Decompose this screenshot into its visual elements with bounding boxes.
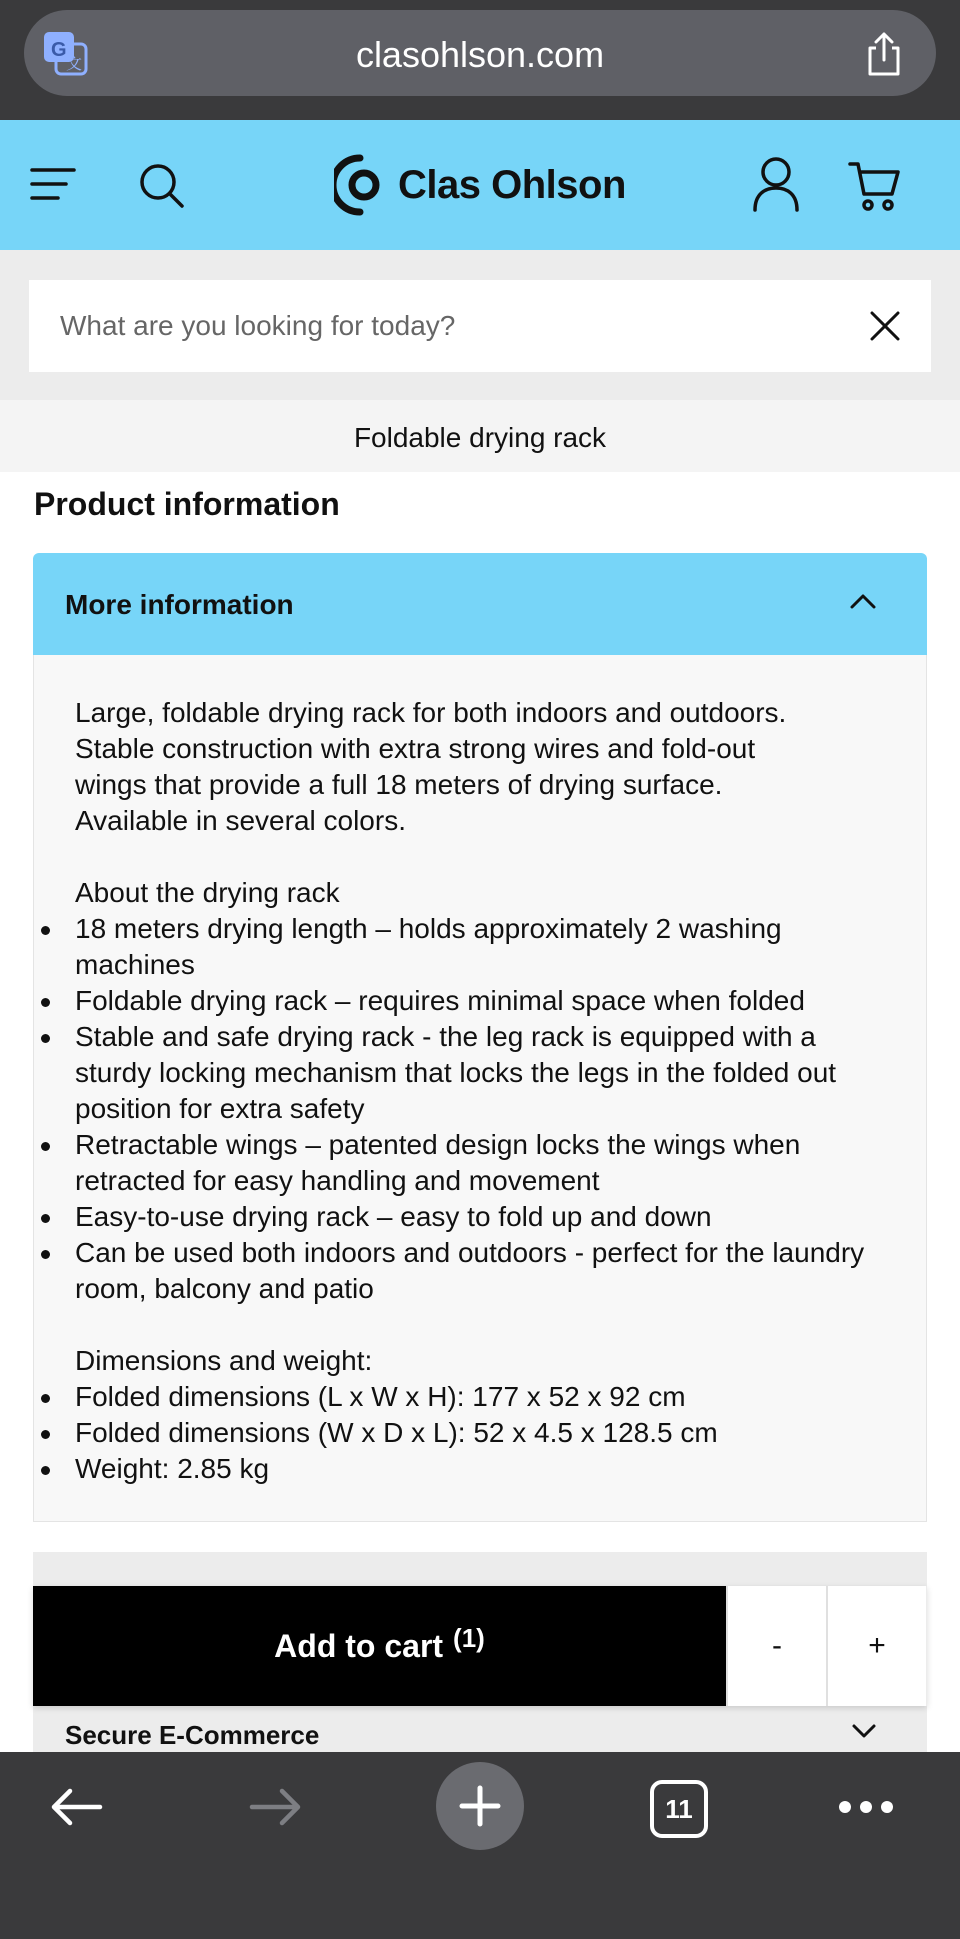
address-bar[interactable] xyxy=(24,10,936,96)
product-information-heading: Product information xyxy=(34,486,340,522)
account-icon[interactable] xyxy=(752,156,800,212)
plus-icon[interactable] xyxy=(436,1762,524,1850)
list-item: Folded dimensions (W x D x L): 52 x 4.5 x 128.5 cm xyxy=(75,1415,895,1451)
intro-line: Large, foldable drying rack for both indoors and outdoors. xyxy=(75,697,787,728)
forward-arrow-icon[interactable] xyxy=(240,1752,312,1862)
list-item: Retractable wings – patented design locks the wings when retracted for easy handling and movement xyxy=(75,1127,895,1199)
brand-name: Clas Ohlson xyxy=(398,162,626,207)
add-to-cart-bar xyxy=(33,1586,927,1706)
list-item: Folded dimensions (L x W x H): 177 x 52 x 92 cm xyxy=(75,1379,895,1415)
decrease-quantity-button[interactable]: - xyxy=(726,1586,826,1706)
browser-url-area xyxy=(0,0,960,120)
dimensions-list xyxy=(75,1379,895,1487)
tabs-count-button[interactable]: 11 xyxy=(650,1780,708,1838)
logo-mark-icon xyxy=(334,154,384,216)
accordion-content xyxy=(33,655,927,1522)
cart-icon[interactable] xyxy=(848,160,900,212)
list-item: Easy-to-use drying rack – easy to fold up and down xyxy=(75,1199,895,1235)
search-placeholder: What are you looking for today? xyxy=(60,310,456,341)
search-input[interactable] xyxy=(29,280,931,372)
chevron-up-icon xyxy=(849,591,877,611)
more-icon[interactable] xyxy=(836,1752,896,1862)
back-arrow-icon[interactable] xyxy=(40,1752,112,1862)
accordion-label: More information xyxy=(65,589,294,620)
chevron-down-icon xyxy=(851,1722,877,1740)
browser-toolbar xyxy=(0,1752,960,1939)
more-information-accordion[interactable] xyxy=(33,553,927,655)
intro-line: wings that provide a full 18 meters of drying surface. xyxy=(75,769,723,800)
brand-logo[interactable] xyxy=(334,150,626,220)
share-icon[interactable] xyxy=(862,30,906,78)
svg-text:G: G xyxy=(51,39,67,61)
intro-line: Stable construction with extra strong wires and fold-out xyxy=(75,733,756,764)
secure-ecommerce-label: Secure E-Commerce xyxy=(65,1720,320,1750)
list-item: Foldable drying rack – requires minimal space when folded xyxy=(75,983,895,1019)
list-item: 18 meters drying length – holds approximately 2 washing machines xyxy=(75,911,895,983)
about-heading: About the drying rack xyxy=(75,877,340,908)
menu-icon[interactable] xyxy=(30,166,76,202)
search-icon[interactable] xyxy=(138,162,184,208)
list-item: Can be used both indoors and outdoors - perfect for the laundry room, balcony and patio xyxy=(75,1235,895,1307)
product-title: Foldable drying rack xyxy=(353,422,607,453)
increase-quantity-button[interactable]: + xyxy=(826,1586,926,1706)
cart-count-badge: (1) xyxy=(453,1622,485,1653)
svg-text:文: 文 xyxy=(66,56,83,73)
site-header xyxy=(0,120,960,250)
search-panel xyxy=(0,250,960,400)
intro-line: Available in several colors. xyxy=(75,805,406,836)
list-item: Weight: 2.85 kg xyxy=(75,1451,895,1487)
dimensions-heading: Dimensions and weight: xyxy=(75,1345,373,1376)
product-description xyxy=(75,695,895,1487)
list-item: Stable and safe drying rack - the leg rack is equipped with a sturdy locking mechanism that locks the legs in the folded out position for extra safety xyxy=(75,1019,895,1127)
close-icon[interactable] xyxy=(869,310,901,342)
url-text[interactable]: clasohlson.com xyxy=(355,34,605,75)
add-to-cart-label: Add to cart xyxy=(274,1627,444,1664)
about-list xyxy=(75,911,895,1307)
add-to-cart-button[interactable] xyxy=(33,1586,726,1706)
product-title-bar xyxy=(0,400,960,472)
